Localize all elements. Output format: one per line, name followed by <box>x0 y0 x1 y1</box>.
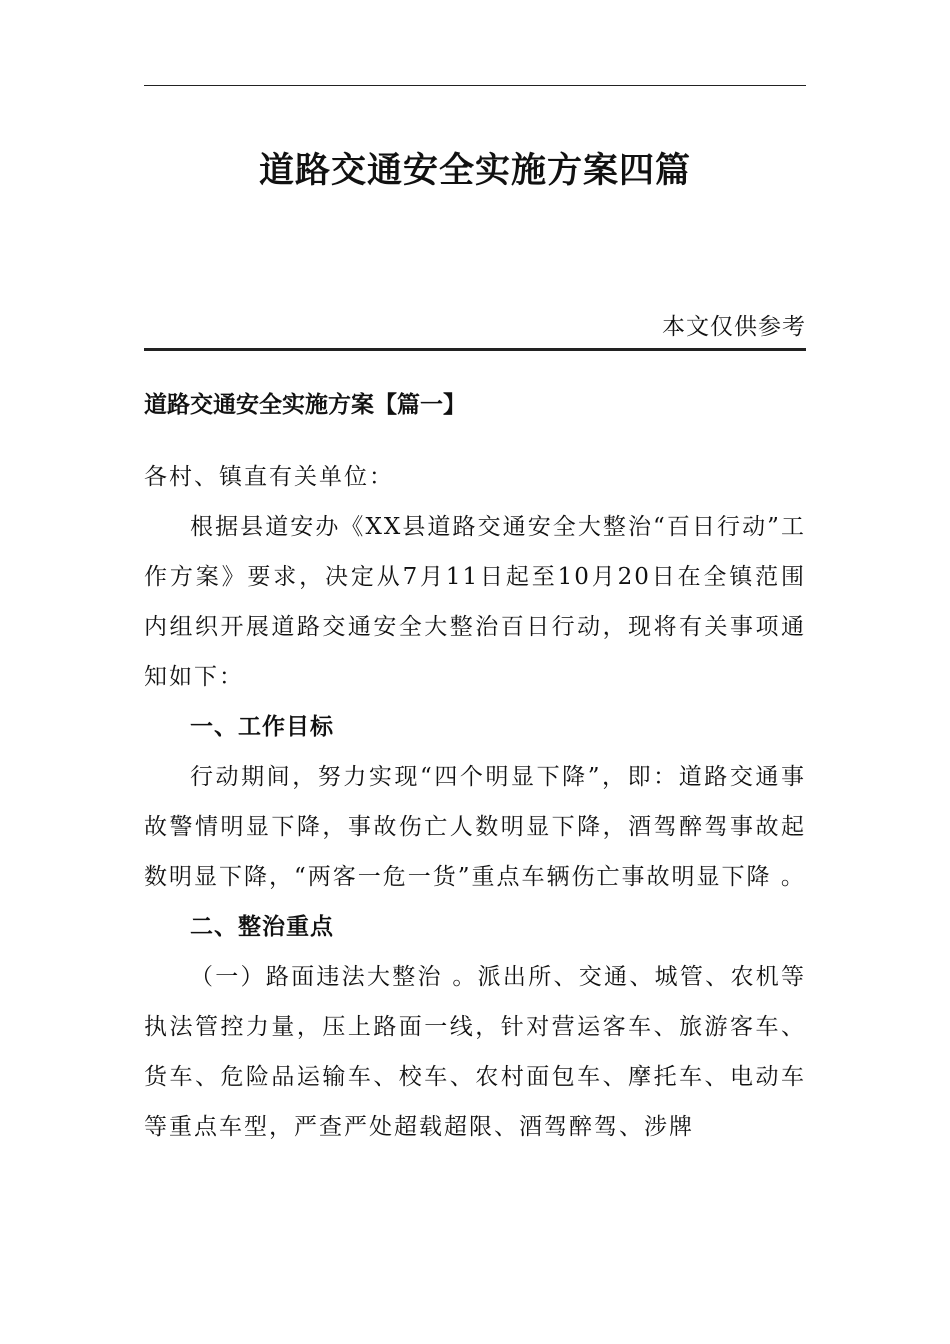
document-body <box>144 380 806 1152</box>
focus-paragraph: （一）路面违法大整治 。派出所、交通、城管、农机等执法管控力量，压上路面一线，针对营运客车、旅游客车、货车、危险品运输车、校车、农村面包车、摩托车、电动车等重点车型，严查严处超载超限、酒驾醉驾、涉牌 <box>144 964 806 1140</box>
heading-focus: 二、整治重点 <box>190 914 334 940</box>
salutation: 各村、镇直有关单位： <box>144 464 394 490</box>
document-title: 道路交通安全实施方案四篇 <box>258 150 691 191</box>
title-divider <box>144 348 806 351</box>
header-rule <box>144 85 806 86</box>
heading-work-goal: 一、工作目标 <box>190 714 334 740</box>
reference-note: 本文仅供参考 <box>662 314 806 340</box>
intro-paragraph: 根据县道安办《XX县道路交通安全大整治“百日行动”工作方案》要求，决定从7月11日起至10月20日在全镇范围内组织开展道路交通安全大整治百日行动，现将有关事项通知如下： <box>144 514 806 690</box>
section-heading: 道路交通安全实施方案【篇一】 <box>144 392 466 418</box>
goal-paragraph: 行动期间，努力实现“四个明显下降”，即：道路交通事故警情明显下降，事故伤亡人数明显下降，酒驾醉驾事故起数明显下降，“两客一危一货”重点车辆伤亡事故明显下降 。 <box>144 764 806 890</box>
